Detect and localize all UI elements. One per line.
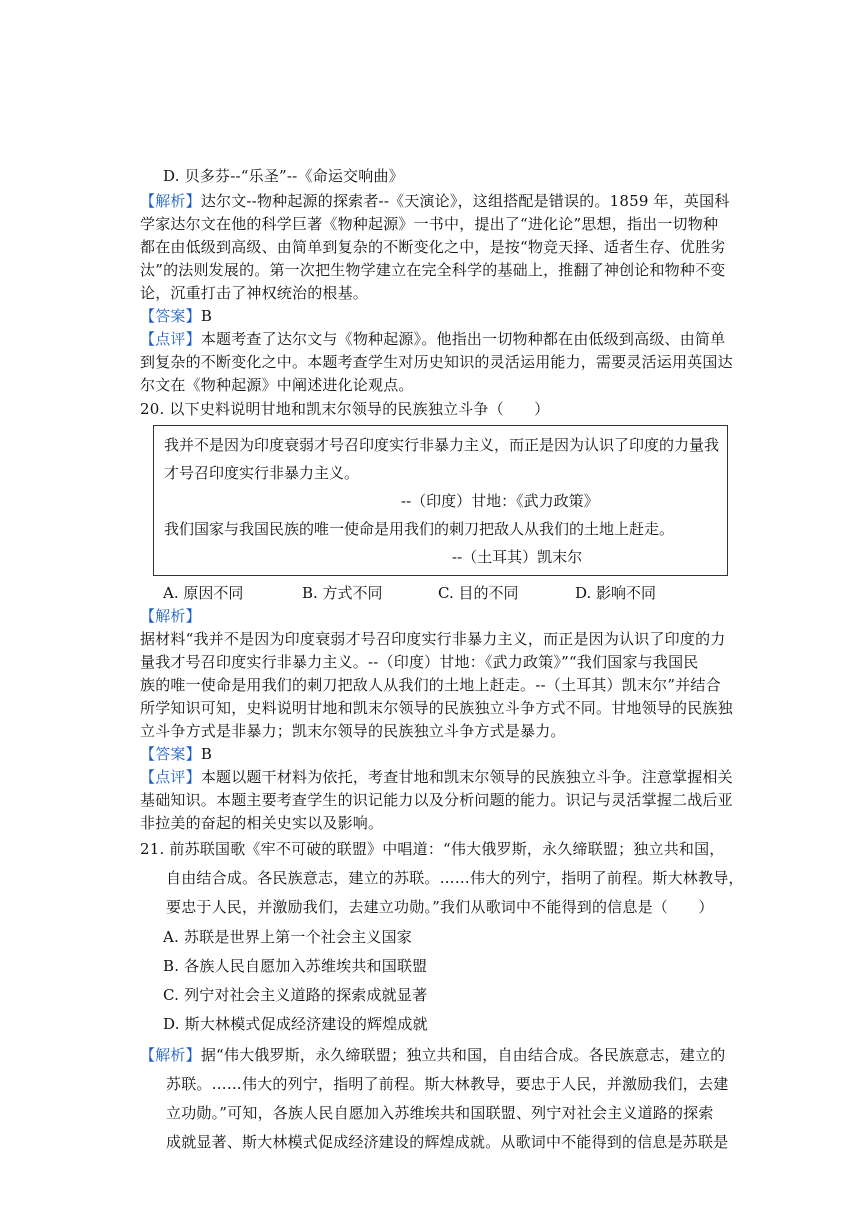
analysis-tag: 【解析】: [140, 607, 201, 625]
q20-source-attribution-1: --（印度）甘地：《武力政策》: [401, 492, 599, 510]
q19-analysis-line-3: 都在由低级到高级、由简单到复杂的不断变化之中，是按“物竞天择、适者生存、优胜劣: [140, 238, 726, 256]
answer-tag: 【答案】: [140, 745, 201, 763]
q19-comment-line-3: 尔文在《物种起源》中阐述进化论观点。: [140, 376, 414, 394]
analysis-tag: 【解析】: [140, 192, 201, 210]
comment-tag: 【点评】: [140, 330, 201, 348]
q19-comment-line-2: 到复杂的不断变化之中。本题考查学生对历史知识的灵活运用能力，需要灵活运用英国达: [140, 353, 733, 371]
q20-source-box: [153, 425, 728, 576]
q20-comment-line-3: 非拉美的奋起的相关史实以及影响。: [140, 814, 384, 832]
answer-tag: 【答案】: [140, 307, 201, 325]
q20-analysis-line-3: 族的唯一使命是用我们的刺刀把敌人从我们的土地上赶走。--（土耳其）凯末尔”并结合: [140, 676, 721, 694]
q21-option-b: B. 各族人民自愿加入苏维埃共和国联盟: [163, 957, 428, 975]
comment-tag: 【点评】: [140, 768, 201, 786]
analysis-tag: 【解析】: [140, 1046, 201, 1064]
q19-analysis-line-4: 汰”的法则发展的。第一次把生物学建立在完全科学的基础上，推翻了神创论和物种不变: [140, 261, 726, 279]
q20-option-b: B. 方式不同: [302, 584, 383, 602]
q20-source-attribution-2: --（土耳其）凯末尔: [452, 548, 583, 566]
q19-analysis-line-5: 论，沉重打击了神权统治的根基。: [140, 284, 369, 302]
q19-analysis-line-2: 学家达尔文在他的科学巨著《物种起源》一书中，提出了“进化论”思想，指出一切物种: [140, 215, 719, 233]
q20-option-a: A. 原因不同: [163, 584, 244, 602]
q21-analysis-line-1: 【解析】据“伟大俄罗斯，永久缔联盟；独立共和国，自由结合成。各民族意志，建立的: [140, 1046, 726, 1064]
q19-answer: 【答案】B: [140, 307, 213, 325]
q20-analysis-line-4: 所学知识可知，史料说明甘地和凯末尔领导的民族独立斗争方式不同。甘地领导的民族独: [140, 699, 733, 717]
q20-analysis-line-5: 立斗争方式是非暴力；凯末尔领导的民族独立斗争方式是暴力。: [140, 722, 566, 740]
q20-source-line-3: 我们国家与我国民族的唯一使命是用我们的刺刀把敌人从我们的土地上赶走。: [164, 520, 675, 538]
q21-analysis-line-3: 立功勋。”可知，各族人民自愿加入苏维埃共和国联盟、列宁对社会主义道路的探索: [166, 1104, 714, 1122]
q19-comment-line-1: 【点评】本题考查了达尔文与《物种起源》。他指出一切物种都在由低级到高级、由简单: [140, 330, 726, 348]
q21-option-d: D. 斯大林模式促成经济建设的辉煌成就: [163, 1015, 428, 1033]
q21-analysis-line-4: 成就显著、斯大林模式促成经济建设的辉煌成就。从歌词中不能得到的信息是苏联是: [166, 1133, 729, 1151]
q20-comment-line-2: 基础知识。本题主要考查学生的识记能力以及分析问题的能力。识记与灵活掌握二战后亚: [140, 791, 733, 809]
q20-option-d: D. 影响不同: [575, 584, 657, 602]
q21-stem-line-1: 21. 前苏联国歌《牢不可破的联盟》中唱道：“伟大俄罗斯，永久缔联盟；独立共和国，: [140, 840, 725, 858]
q21-stem-line-3: 要忠于人民，并激励我们，去建立功勋。”我们从歌词中不能得到的信息是（ ）: [166, 898, 714, 916]
q20-answer: 【答案】B: [140, 745, 213, 763]
q20-comment-line-1: 【点评】本题以题干材料为依托，考查甘地和凯末尔领导的民族独立斗争。注意掌握相关: [140, 768, 733, 786]
q21-option-c: C. 列宁对社会主义道路的探索成就显著: [163, 986, 428, 1004]
q19-option-d: D. 贝多芬--“乐圣”--《命运交响曲》: [163, 167, 404, 185]
q20-source-line-2: 才号召印度实行非暴力主义。: [164, 464, 360, 482]
q20-source-line-1: 我并不是因为印度衰弱才号召印度实行非暴力主义，而正是因为认识了印度的力量我: [164, 436, 720, 454]
q21-stem-line-2: 自由结合成。各民族意志，建立的苏联。……伟大的列宁，指明了前程。斯大林教导，: [166, 869, 744, 887]
q19-analysis-line-1: 【解析】达尔文--物种起源的探索者--《天演论》，这组搭配是错误的。1859 年，英国科: [140, 192, 730, 210]
q21-analysis-line-2: 苏联。……伟大的列宁，指明了前程。斯大林教导，要忠于人民，并激励我们，去建: [166, 1075, 729, 1093]
q20-option-c: C. 目的不同: [438, 584, 519, 602]
q20-analysis-tag-line: [140, 605, 740, 627]
q20-stem: 20. 以下史料说明甘地和凯末尔领导的民族独立斗争（ ）: [140, 400, 550, 418]
q20-analysis-line-2: 量我才号召印度实行非暴力主义。--（印度）甘地：《武力政策》”“我们国家与我国民: [140, 653, 699, 671]
q20-analysis-line-1: 据材料“我并不是因为印度衰弱才号召印度实行非暴力主义，而正是因为认识了印度的力: [140, 630, 726, 648]
q21-option-a: A. 苏联是世界上第一个社会主义国家: [163, 928, 412, 946]
